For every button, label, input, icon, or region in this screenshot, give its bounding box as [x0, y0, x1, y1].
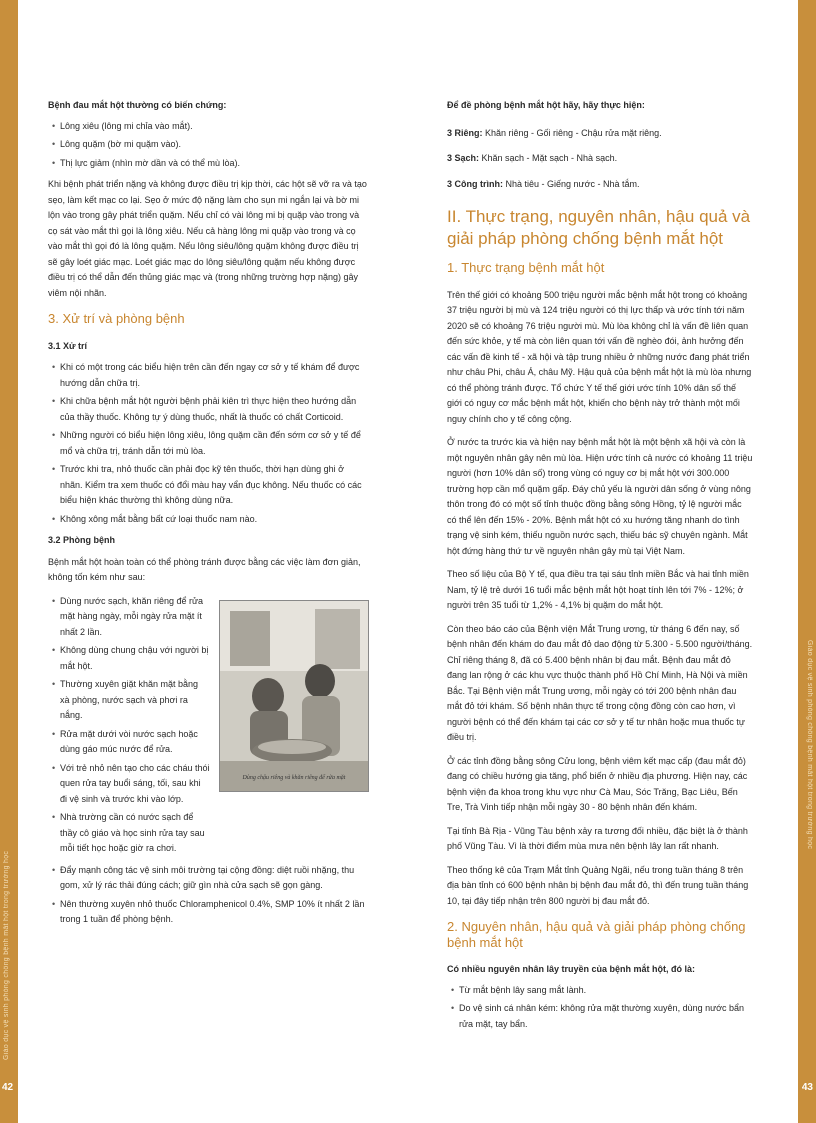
right-column: [447, 98, 753, 1038]
list-item: • Từ mắt bệnh lây sang mắt lành.: [447, 983, 753, 999]
side-running-text: Giáo dục vệ sinh phòng chống bệnh mắt hột trong trường học: [806, 640, 813, 850]
prevention-heading: Để đề phòng bệnh mắt hột hãy, hãy thực hiện:: [447, 100, 645, 110]
list-item: • Lông quặm (bờ mi quặm vào).: [48, 137, 368, 153]
subsection-3-1-title: 3.1 Xử trí: [48, 340, 88, 351]
body-paragraph: Theo thống kê của Trạm Mắt tỉnh Quảng Ngãi, nếu trong tuần tháng 8 trên địa bàn tỉnh có 600 bệnh nhân bị bệnh đau mắt đỏ, thì đến trung tuần tháng 10, tại đây tiếp nhận trên 800 người bị đau mắt đỏ.: [447, 864, 749, 906]
causes-heading: Có nhiều nguyên nhân lây truyền của bệnh mắt hột, đó là:: [447, 964, 696, 974]
list-item: • Những người có biểu hiện lông xiêu, lông quặm cần đến sớm cơ sở y tế để mổ và chữa trị, tránh dẫn tới mù lòa.: [48, 428, 368, 459]
requirement-label: 3 Sạch:: [447, 153, 480, 163]
list-item: • Do vệ sinh cá nhân kém: không rửa mặt thường xuyên, dùng nước bẩn rửa mặt, tay bẩn.: [447, 1001, 753, 1032]
requirement-text: Nhà tiêu - Giếng nước - Nhà tắm.: [503, 178, 640, 189]
body-paragraph: Ở các tỉnh đồng bằng sông Cửu long, bệnh viêm kết mạc cấp (đau mắt đỏ) đang có chiều hướng gia tăng, phổ biến ở nhiều địa phương. Hiện nay, các bệnh viện đa khoa trong khu vực như Cà Mau, Sóc Trăng, Bạc Liêu, Bến Tre, Trà Vinh tiếp nhận mỗi ngày 30 - 80 bệnh nhân đến khám.: [447, 755, 748, 812]
page-number-left: 42: [2, 1082, 14, 1093]
list-item: • Với trẻ nhỏ nên tạo cho các cháu thói quen rửa tay buổi sáng, tối, sau khi đi vệ sinh và trước khi vào lớp.: [48, 761, 210, 808]
list-item: • Lông xiêu (lông mi chỉa vào mắt).: [48, 119, 368, 135]
requirement-text: Khăn riêng - Gối riêng - Chậu rửa mặt riêng.: [482, 127, 662, 138]
list-item: • Rửa mặt dưới vòi nước sạch hoặc dùng gáo múc nước để rửa.: [48, 727, 210, 758]
body-paragraph: Trên thế giới có khoảng 500 triệu người mắc bệnh mắt hột trong có khoảng 37 triệu người bị mù và 124 triệu người có thị lực thấp và ước tính tới năm 2020 sẽ có khoảng 76 triệu người mù. Mù lòa không chỉ là vấn đề liên quan đến sức khỏe, y tế mà còn liên quan tới vấn đề nghèo đói, ảnh hưởng đến các vấn đề kinh tế - xã hội và tập trung nhiều ở những nước đang phát triển như châu Phi, châu Á, châu Mỹ. Hậu quả của bệnh mắt hột là mù lòa nhưng có thể phòng tránh được. Tổ chức Y tế thế giới ước tính 10% dân số thế giới có nguy cơ mắc bệnh mắt hột, khiến cho bệnh này trở thành một mối nguy chính cho y tế công cộng.: [447, 289, 752, 424]
prevention-list-continued: [48, 863, 368, 928]
list-item: • Khi chữa bệnh mắt hột người bệnh phải kiên trì thực hiện theo hướng dẫn của thầy thuốc. Không tự ý dùng thuốc, nhất là thuốc có chất Corticoid.: [48, 394, 368, 425]
prevention-with-photo: [48, 594, 368, 857]
children-washing-photo: [219, 600, 369, 792]
section-II-title: II. Thực trạng, nguyên nhân, hậu quả và giải pháp phòng chống bệnh mắt hột: [447, 207, 751, 248]
requirement-line: [447, 126, 753, 142]
section-3-title: 3. Xử trí và phòng bệnh: [48, 311, 185, 326]
list-item: • Không xông mắt bằng bất cứ loại thuốc nam nào.: [48, 512, 368, 528]
left-margin-band: [0, 0, 18, 1123]
side-running-text: Giáo dục vệ sinh phòng chống bệnh mắt hột trong trường học: [3, 850, 10, 1060]
treatment-list: [48, 360, 368, 527]
complications-heading: Bệnh đau mắt hột thường có biến chứng:: [48, 100, 227, 110]
photo-caption: Dùng chậu riêng và khăn riêng để rửa mặt: [242, 775, 346, 781]
body-paragraph: Tại tỉnh Bà Rịa - Vũng Tàu bệnh xảy ra tương đối nhiều, đặc biệt là ở thành phố Vũng Tàu. Vì là thời điểm mùa mưa nên bệnh lây lan rất nhanh.: [447, 825, 748, 851]
right-margin-band: [798, 0, 816, 1123]
requirement-text: Khăn sạch - Mặt sạch - Nhà sạch.: [479, 153, 618, 163]
subsection-2-title: 2. Nguyên nhân, hậu quả và giải pháp phòng chống bệnh mắt hột: [447, 919, 746, 950]
causes-list: [447, 983, 753, 1033]
subsection-1-title: 1. Thực trạng bệnh mắt hột: [447, 260, 605, 275]
complications-paragraph: Khi bệnh phát triển nặng và không được điều trị kịp thời, các hột sẽ vỡ ra và tạo sẹo, làm kết mạc co lại. Sẹo ở mức độ nặng làm cho sụn mi ngắn lại và bờ mi lộn vào trong gây phát triển quặm. Nếu chỉ có vài lông mi bị quặp vào trong và cọ sát vào mắt thì gọi là lông xiêu. Nếu cả hàng lông mi quặp vào trong và cọ vào mắt thì gọi đó là lông quặm. Nếu lông siêu/lông quặm không được điều trị sẽ gây loét giác mạc. Loét giác mạc do lông siêu/lông quặm nếu không được điều trị có thể dẫn đến thủng giác mạc và (trong những trường hợp nặng) gây viêm nội nhãn.: [48, 179, 367, 298]
page-number-right: 43: [801, 1082, 813, 1093]
requirement-line: [447, 177, 753, 193]
list-item: • Không dùng chung chậu với người bị mắt hột.: [48, 643, 210, 674]
list-item: • Đẩy mạnh công tác vệ sinh môi trường tại cộng đồng: diệt ruồi nhặng, thu gom, xử lý rác thải đúng cách; giữ gìn nhà cửa sạch sẽ gọn gàng.: [48, 863, 368, 894]
requirement-label: 3 Công trình:: [447, 178, 503, 189]
list-item: • Trước khi tra, nhỏ thuốc cần phải đọc kỹ tên thuốc, thời hạn dùng ghi ở nhãn. Kiểm tra xem thuốc có đổi màu hay vẩn đục không. Nếu thuốc có các biểu hiện khác thường thì không dùng nữa.: [48, 462, 368, 509]
left-column: [48, 98, 368, 934]
requirement-line: [447, 151, 753, 167]
list-item: • Thường xuyên giặt khăn mặt bằng xà phòng, nước sạch và phơi ra nắng.: [48, 677, 210, 724]
body-paragraph: Theo số liệu của Bộ Y tế, qua điều tra tại sáu tỉnh miền Bắc và hai tỉnh miền Nam, tỷ lệ trẻ dưới 16 tuổi mắc bệnh mắt hột hoạt tính lên tới 7% - 12%; ở người trên 35 tuổi từ 1,2% - 4,1% bị quặm do mắt hột.: [447, 569, 749, 610]
complications-list: [48, 119, 368, 172]
list-item: • Nên thường xuyên nhỏ thuốc Chloramphenicol 0.4%, SMP 10% ít nhất 2 lần trong 1 tuần để phòng bệnh.: [48, 897, 368, 928]
photo-illustration: [220, 601, 368, 791]
body-paragraph: Còn theo báo cáo của Bệnh viện Mắt Trung ương, từ tháng 6 đến nay, số bệnh nhân đến khám do đau mắt đỏ dao động từ 5.300 - 5.500 người/tháng. Chỉ riêng tháng 8, đã có 5.400 bệnh nhân bị đau mắt. Bệnh đau mắt đỏ đang lan rộng ở các khu vực thuộc thành phố Hồ Chí Minh, Hà Nội và miền Bắc. Tại Bệnh viện mắt Trung ương, mỗi ngày có tới 200 bệnh nhân đau mắt đỏ tới khám. Số bệnh nhân thực tế trong cộng đồng còn cao hơn, vì người bệnh có thể đến khám tại các cơ sở y tế tư nhân hoặc mua thuốc tự điều trị.: [447, 623, 753, 742]
list-item: • Khi có một trong các biểu hiện trên cần đến ngay cơ sở y tế khám để được hướng dẫn chữa trị.: [48, 360, 368, 391]
list-item: • Dùng nước sạch, khăn riêng để rửa mặt hàng ngày, mỗi ngày rửa mặt ít nhất 2 lần.: [48, 594, 210, 641]
list-item: • Thị lực giảm (nhìn mờ dần và có thể mù lòa).: [48, 156, 368, 172]
prevention-intro: Bệnh mắt hột hoàn toàn có thể phòng tránh được bằng các việc làm đơn giản, không tốn kém như sau:: [48, 556, 361, 582]
list-item: • Nhà trường cần có nước sạch để thầy cô giáo và học sinh rửa tay sau mỗi tiết học hoặc giờ ra chơi.: [48, 810, 210, 857]
subsection-3-2-title: 3.2 Phòng bệnh: [48, 535, 116, 545]
body-paragraph: Ở nước ta trước kia và hiện nay bệnh mắt hột là một bệnh xã hội và còn là một nguyên nhân gây nên mù lòa. Hiện ước tính cả nước có khoảng 11 triệu người (hơn 10% dân số) trong vùng có nguy cơ bị mắt hột với 300.000 trường hợp cần mổ quặm gấp. Đáy chủ yếu là người dân sống ở vùng nông thôn trong đó có một số tỉnh thuộc đồng bằng sông Hồng, tỷ lệ người mắc có thể lên đến 15% - 20%. Bệnh mắt hột có xu hướng tăng nhanh do tình trạng vệ sinh kém, thiếu nguồn nước sạch, thiếu bác sỹ chuyên ngành. Mắt hột đứng hàng thứ tư về nguyên nhân gây mù tại Việt Nam.: [447, 437, 753, 556]
requirement-label: 3 Riêng:: [447, 127, 483, 138]
